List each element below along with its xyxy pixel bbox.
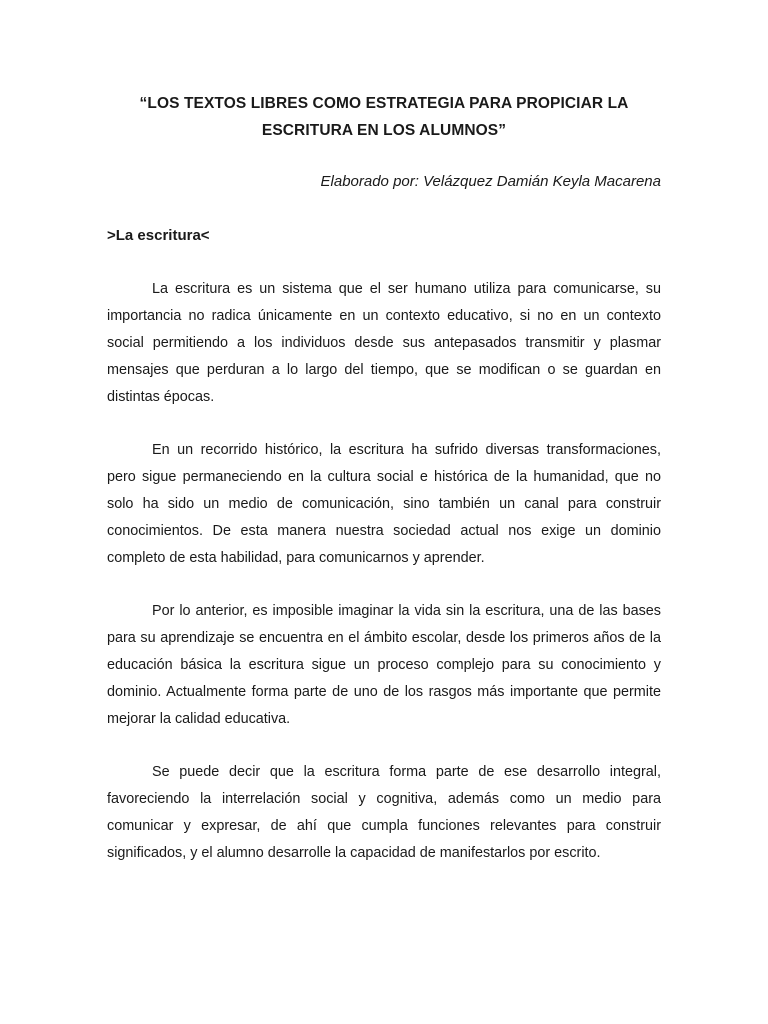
document-title: [107, 90, 661, 144]
section-heading: >La escritura<: [107, 227, 210, 244]
paragraph-3: Por lo anterior, es imposible imaginar la vida sin la escritura, una de las bases para su aprendizaje se encuentra en el ámbito escolar, desde los primeros años de la educación básica la escritura sigue un proceso complejo para su conocimiento y dominio. Actualmente forma parte de uno de los rasgos más importante que permite mejorar la calidad educativa.: [107, 603, 661, 727]
title-line-2: ESCRITURA EN LOS ALUMNOS”: [261, 122, 507, 139]
title-line-1: “LOS TEXTOS LIBRES COMO ESTRATEGIA PARA PROPICIAR LA: [139, 95, 629, 112]
paragraph-4: Se puede decir que la escritura forma parte de ese desarrollo integral, favoreciendo la interrelación social y cognitiva, además como un medio para comunicar y expresar, de ahí que cumpla funciones relevantes para construir significados, y el alumno desarrolle la capacidad de manifestarlos por escrito.: [107, 764, 661, 861]
paragraph-2: En un recorrido histórico, la escritura ha sufrido diversas transformaciones, pero sigue permaneciendo en la cultura social e histórica de la humanidad, que no solo ha sido un medio de comunicación, sino también un canal para construir conocimientos. De esta manera nuestra sociedad actual nos exige un dominio completo de esta habilidad, para comunicarnos y aprender.: [107, 442, 661, 566]
body-text: [107, 276, 661, 893]
paragraph-1: La escritura es un sistema que el ser humano utiliza para comunicarse, su importancia no radica únicamente en un contexto educativo, si no en un contexto social permitiendo a los individuos desde sus antepasados transmitir y plasmar mensajes que perduran a lo largo del tiempo, que se modifican o se guardan en distintas épocas.: [107, 281, 661, 405]
author-line: Elaborado por: Velázquez Damián Keyla Macarena: [320, 173, 661, 190]
